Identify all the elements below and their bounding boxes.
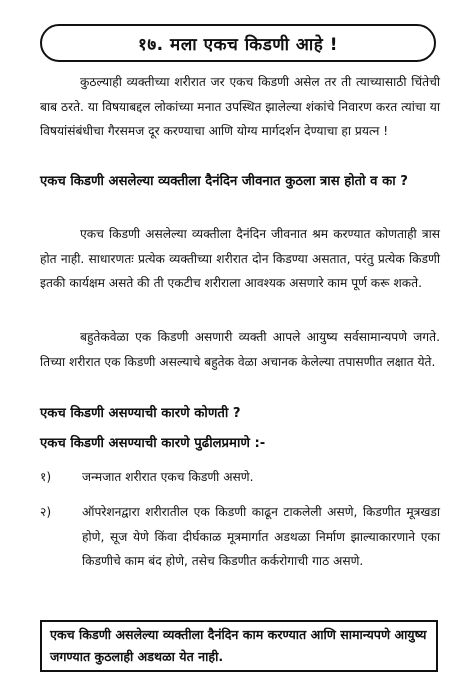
list-item xyxy=(40,500,440,574)
list-item-number: २) xyxy=(40,505,52,519)
causes-subheading: एकच किडणी असण्याची कारणे पुढीलप्रमाणे :- xyxy=(40,436,266,451)
list-item-text: ऑपरेशनद्वारा शरीरातील एक किडणी काढून टाकलेली असणे, किडणीत मूत्रखडा होणे, सूज येणे किंवा दीर्घकाळ मूत्रमार्गात अडथळा निर्माण झाल्याकारणाने एका किडणीचे काम बंद होणे, तसेच किडणीत कर्करोगाची गाठ असणे. xyxy=(82,505,440,568)
normal-life-paragraph: बहुतेकवेळा एक किडणी असणारी व्यक्ती आपले आयुष्य सर्वसामान्यपणे जगते. तिच्या शरीरात एक किडणी असल्याचे बहुतेक वेळा अचानक केलेल्या तपासणीत लक्षात येते. xyxy=(40,330,440,369)
chapter-title: १७. मला एकच किडणी आहे ! xyxy=(40,24,436,62)
section-heading-daily-life: एकच किडणी असलेल्या व्यक्तीला दैनंदिन जीवनात कुठला त्रास होतो व का ? xyxy=(40,174,408,189)
list-item-text: जन्मजात शरीरात एकच किडणी असणे. xyxy=(82,470,254,484)
section-heading-causes: एकच किडणी असण्याची कारणे कोणती ? xyxy=(40,406,241,421)
list-item xyxy=(40,465,440,490)
summary-note-box: एकच किडणी असलेल्या व्यक्तीला दैनंदिन काम करण्यात आणि सामान्यपणे आयुष्य जगण्यात कुठलाही अडथळा येत नाही. xyxy=(40,620,438,672)
intro-paragraph: कुठल्याही व्यक्तीच्या शरीरात जर एकच किडणी असेल तर ती त्याच्यासाठी चिंतेची बाब ठरते. या विषयाबद्दल लोकांच्या मनात उपस्थित झालेल्या शंकांचे निवारण करत त्यांचा या विषयांसंबंधीचा गैरसमज दूर करण्याचा आणि योग्य मार्गदर्शन देण्याचा हा प्रयत्न ! xyxy=(40,75,440,138)
list-item-number: १) xyxy=(40,470,52,484)
daily-life-paragraph: एकच किडणी असलेल्या व्यक्तीला दैनंदिन जीवनात श्रम करण्यात कोणताही त्रास होत नाही. साधारणतः प्रत्येक व्यक्तीच्या शरीरात दोन किडण्या असतात, परंतु प्रत्येक किडणी इतकी कार्यक्षम असते की ती एकटीच शरीराला आवश्यक असणारे काम पूर्ण करू शकते. xyxy=(40,227,440,290)
